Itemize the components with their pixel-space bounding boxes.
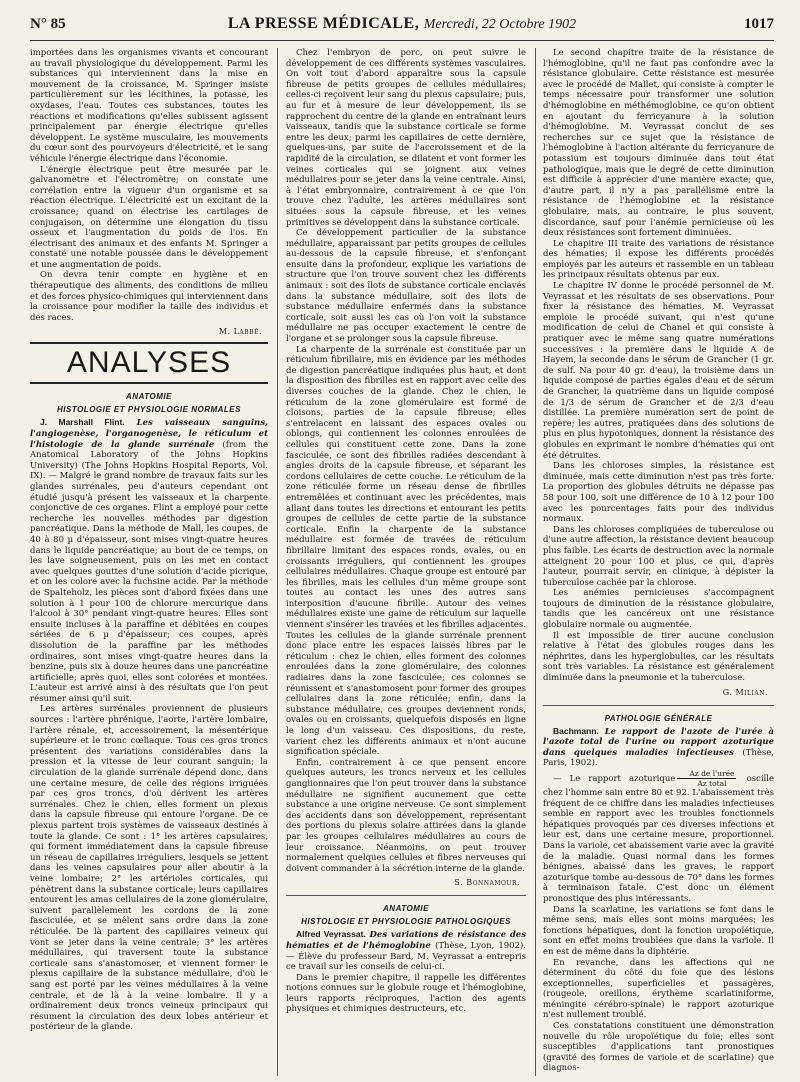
separator xyxy=(286,895,526,896)
paragraph: Le chapitre IV donne le procédé personnel de M. Veyrassat et les résultats de ses observations. Pour fixer la résistance des hématies, M. Veyrassat emploie le procédé suivant, qui n'est qu'une modification de celui de Chanel et qui consiste à pratiquer avec le même sang quatre numérations successives : la première dans le liquide A de Hayem, la seconde dans le sérum de Grancher (1 gr. de sulf. Na pour 40 gr. d'eau), la troisième dans un liquide composé de parties égales d'eau et de sérum de Grancher, la quatrième dans un liquide composé de 1/3 de sérum de Grancher et de 2/3 d'eau distillée. La première numération sert de point de repère; les autres, pratiquées dans des solutions de plus en plus hypotoniques, donnent la résistance des globules en exprimant le nombre d'hématies qui ont été détruites. xyxy=(543,281,774,461)
review-entry xyxy=(30,417,268,704)
review-entry xyxy=(543,726,774,769)
text-columns xyxy=(30,48,774,1076)
page-header xyxy=(30,14,774,41)
paragraph: Dans le premier chapitre, il rappelle les différentes notions connues sur le globule rouge et l'hémoglobine, leurs rapports réciproques, l'action des agents physiques et chimiques destructeurs, etc. xyxy=(286,972,526,1015)
paragraph: Le second chapitre traite de la résistance de l'hémoglobine, qu'il ne faut pas confondre avec la résistance globulaire. Cette résistance est mesurée avec le procédé de Mallet, qui consiste à compter le temps nécessaire pour transformer une solution d'hémoglobine en méthémoglobine, ce qu'on obtient en ajoutant du ferricyanure à la solution d'hémoglobine. M. Veyrassat conclut de ses recherches sur ce sujet que la résistance de l'hémoglobine à l'action altérante du ferricyanure de potassium est toujours diminuée dans tout état pathologique, mais que le degré de cette diminution est difficile à apprécier d'une manière exacte; que, d'autre part, il n'y a pas parallélisme entre la résistance de l'hémoglobine et la résistance globulaire, mais, au contraire, le plus souvent, discordance, sauf pour l'anémie pernicieuse où les deux résistances sont fortement diminuées. xyxy=(543,48,774,239)
column-3 xyxy=(543,48,774,1076)
column-divider xyxy=(535,48,536,1076)
subsection-heading: HISTOLOGIE ET PHYSIOLOGIE PATHOLOGIQUES xyxy=(301,917,511,927)
review-author: J. Marshall Flint. xyxy=(40,417,125,428)
fraction-numerator: Az de l'urée xyxy=(677,769,736,779)
paragraph: Chez l'embryon de porc, on peut suivre le développement de ces différents systèmes vasculaires. On voit tout d'abord apparaître sous la capsule fibreuse de petits groupes de cellules médullaires; celles-ci reçoivent leur sang du plexus capsulaire; puis, au fur et à mesure de leur développement, ils se rapprochent du centre de la glande en entraînant leurs vaisseaux, tandis que la substance corticale se forme entre les deux; parmi les capillaires de cette dernière, quelques-uns, par suite de l'accroissement et de la rapidité de la circulation, se dilatent et vont former les veines corticales qui se joignent aux veines médullaires pour se jeter dans la veine centrale. Ainsi, à l'état embryonnaire, contrairement à ce que l'on trouve chez l'adulte, les artères médullaires sont situées sous la capsule fibreuse, et les veines primitives se développent dans la substance corticale. xyxy=(286,48,526,228)
column-divider xyxy=(277,48,278,1076)
author-signature: M. Labbé. xyxy=(218,327,262,337)
issue-number: N° 85 xyxy=(30,16,66,32)
paragraph: L'énergie électrique peut être mesurée par le galvanomètre et l'électromètre; on constate une corrélation entre la vigueur d'un organisme et sa réaction électrique. L'électricité est un excitant de la croissance; quand on électrise les cartilages de conjugaison, on détermine une élongation du tissu osseux et l'augmentation du poids de l'os. En électrisant des animaux et des enfants M. Springer a constaté une notable poussée dans le développement et une augmentation de poids. xyxy=(30,164,268,270)
review-entry xyxy=(286,929,526,972)
review-author: Alfred Veyrassat. xyxy=(296,929,366,940)
review-title: Le rapport de l'azote de l'urée à l'azote total de l'urine ou rapport azoturique dans quelques maladies infectieuses xyxy=(543,726,774,758)
review-source: (Thèse, Paris, 1902). xyxy=(543,747,774,769)
subsection-heading: HISTOLOGIE ET PHYSIOLOGIE NORMALES xyxy=(57,405,241,415)
paragraph: On devra tenir compte en hygiène et en thérapeutique des aliments, des conditions de milieu et des forces physico-chimiques qui interviennent dans la croissance pour modifier la taille des individus et des races. xyxy=(30,270,268,323)
issue-date: Mercredi, 22 Octobre 1902 xyxy=(423,17,577,32)
journal-name: LA PRESSE MÉDICALE, xyxy=(227,15,420,32)
review-title: Les vaisseaux sanguins, l'angiogenèse, l'organogenèse, le réticulum et l'histologie de la glande surrénale xyxy=(30,418,268,450)
paragraph: En revanche, dans les affections qui ne déterminent du côté du foie que des lésions exceptionnelles, superficielles et passagères, (rougeole, oreillons, érythème scarlatiniforme, méningite cérébro-spinale) le rapport azoturique n'est nullement troublé. xyxy=(543,957,774,1021)
column-2 xyxy=(286,48,526,1076)
fraction-denominator: Az total xyxy=(697,779,727,788)
masthead-title xyxy=(30,15,774,33)
azote-ratio-fraction xyxy=(677,769,736,788)
section-heading: PATHOLOGIE GÉNÉRALE xyxy=(604,713,713,723)
section-banner: ANALYSES xyxy=(30,342,268,384)
paragraph: Le chapitre III traite des variations de résistance des hématies; il expose les différents procédés employés par les auteurs et rassemble en un tableau les principaux résultats obtenus par eux. xyxy=(543,238,774,281)
paragraph: Dans les chloroses simples, la résistance est diminuée, mais cette diminution n'est pas très forte. La proportion des globules détruits ne dépasse pas 58 pour 100, soit une différence de 10 à 12 pour 100 avec les pourcentages faits pour des individus normaux. xyxy=(543,461,774,525)
paragraph: La charpente de la surrénale est constituée par un réticulum fibrillaire, mis en évidence par les méthodes de digestion pancréatique indiquées plus haut, et dont la disposition des fibrilles est en rapport avec celle des diverses couches de la glande. Chez le chien, le réticulum de la zone glomérulaire est formé de cloisons, parties de la capsule fibreuse; elles s'entrelacent en laissant des espaces ovales ou oblongs, qui contiennent les colonnes enroulées de cellules qui constituent cette zone. Dans la zone fasciculée, ce sont des fibrilles radiées descendant à angles droits de la capsule fibreuse, et séparant les cordons cellulaires de cette couche. Le réticulum de la zone réticulée forme un réseau dense de fibrilles entremêlées et continuant avec les précédentes, mais allant dans toutes les directions et entourant les petits groupes de cellules de cette partie de la substance corticale. Enfin la charpente de la substance médullaire est formée de travées de réticulum fibrillaire limitant des espaces ronds, ovales, ou en croissants irréguliers, qui contiennent les groupes cellulaires médullaires. Chaque groupe est entouré par les fibrilles, mais les cellules d'un même groupe sont toutes au contact les unes des autres sans interposition d'aucune fibrille. Autour des veines médullaires existe une gaine de réticulum sur laquelle viennent s'insérer les travées et les fibrilles adjacentes. Toutes les cellules de la glande surrénale prennent donc place entre les espaces laissés libres par le réticulum : chez le chien, elles forment des colonnes enroulées dans la zone glomérulaire, des colonnes radiaires dans la zone fasciculée; ces colonnes se réunissent et s'anastomosent pour former des groupes cellulaires dans la zone réticulée; enfin, dans la substance médullaire, ces groupes deviennent ronds, ovales ou en croissants, quelquefois disposés en ligne le long d'un vaisseau. Ces dispositions, du reste, varient chez les différents animaux et n'ont aucune signification spéciale. xyxy=(286,344,526,758)
author-signature: S. Bonnamour. xyxy=(454,878,520,888)
review-author: Bachmann. xyxy=(553,725,599,736)
column-1 xyxy=(30,48,268,1076)
paragraph: Ce développement particulier de la substance médullaire, apparaissant par petits groupes de cellules au-dessous de la capsule fibreuse, et s'enfonçant ensuite dans la profondeur, explique les variations de structure que l'on trouve souvent chez les différents animaux : soit des îlots de substance corticale enclavés dans la substance médullaire, soit des îlots de substance médullaire enfermés dans la substance corticale, soit aussi les cas où l'on voit la substance médullaire ne pas occuper exactement le centre de l'organe et se prolonger sous la capsule fibreuse. xyxy=(286,228,526,345)
review-title: Des variations de résistance des hématies et de l'hémoglobine xyxy=(286,930,526,951)
section-heading: ANATOMIE xyxy=(383,904,429,914)
text-span: — Le rapport azoturique xyxy=(553,774,676,784)
paragraph: Enfin, contrairement à ce que pensent encore quelques auteurs, les troncs nerveux et les cellules ganglionnaires que l'on peut trouver dans la substance médullaire ne signifient aucunement que cette substance a une origine nerveuse. Ce sont simplement des accidents dans son développement, représentant des portions du plexus solaire attirées dans la glande par les groupes cellulaires médullaires au cours de leur croissance. Néanmoins, on peut trouver normalement quelques cellules et fibres nerveuses qui doivent commander à la sécrétion interne de la glande. xyxy=(286,757,526,874)
paragraph: Ces constatations constituent une démonstration nouvelle du rôle uropoïétique du foie; elles sont susceptibles d'applications tant pronostiques (gravité des formes de variole et de scarlatine) que diagnos- xyxy=(543,1021,774,1074)
review-source: (from the Anatomical Laboratory of the Johns Hopkins University) (The Johns Hopkins Hospital Reports, Vol. IX). xyxy=(30,439,268,482)
page-number: 1017 xyxy=(744,16,774,32)
text-span: oscille chez l'homme sain entre 80 et 92. L'abaissement très fréquent de ce chiffre dans les maladies infectieuses semble en rapport avec les troubles fonctionnels hépatiques provoqués par ces diverses infections et leur est, dans une certaine mesure, proportionnel. Dans la variole, cet abaissement varie avec la gravité de la maladie. Quasi normal dans les formes bénignes, abaissé dans les graves, le rapport azoturique tombe au-dessous de 70° dans les formes à terminaison fatale. C'est donc un élément pronostique des plus intéressants. xyxy=(543,774,774,904)
paragraph: Les anémies pernicieuses s'accompagnent toujours de diminution de la résistance globulaire, tandis que les cancéreux ont une résistance globulaire normale ou augmentée. xyxy=(543,588,774,631)
paragraph xyxy=(543,769,774,905)
paragraph: Dans la scarlatine, les variations se font dans le même sens, mais elles sont moins marquées; les fonctions hépatiques, dont la fonction uropoïétique, sont en effet moins troublées que dans la variole. Il en est de même dans la diphtérie. xyxy=(543,904,774,957)
section-heading: ANATOMIE xyxy=(126,392,172,402)
review-body: — Malgré le grand nombre de travaux faits sur les glandes surrénales, peu d'auteurs cependant ont étudié jusqu'à présent les vaisseaux et la charpente conjonctive de ces organes. Flint a employé pour cette recherche les nouvelles méthodes par digestion pancréatique. Dans la méthode de Mall, les coupes, de 40 à 80 µ d'épaisseur, sont mises vingt-quatre heures dans le liquide pancréatique; au bout de ce temps, on les lave soigneusement, puis on les met en contact avec quelques gouttes d'une solution d'acide picrique, et on les colore avec la fuchsine acide. Par la méthode de Spalteholz, les pièces sont d'abord fixées dans une solution à 1 pour 100 de chlorure mercurique dans l'alcool à 30° pendant vingt-quatre heures. Elles sont ensuite incluses à la paraffine et débitées en coupes sériées de 6 µ d'épaisseur; ces coupes, après dissolution de la paraffine par les méthodes ordinaires, sont mises vingt-quatre heures dans la benzine, puis six à douze heures dans une pancréatine artificielle; après quoi, elles sont colorées et montées. L'auteur est arrivé ainsi à des résultats que l'on peut résumer ainsi qu'il suit. xyxy=(30,471,268,704)
review-body: — Élève du professeur Bard, M. Veyrassat a entrepris ce travail sur les conseils de celui-ci. xyxy=(286,951,526,973)
paragraph: importées dans les organismes vivants et concourant au travail physiologique du développement. Parmi les substances qui interviennent dans la mise en mouvement de la croissance, M. Springer insiste particulièrement sur les lécithines, la potasse, les oxydases, l'eau. Toutes ces substances, toutes les réactions et modifications qu'elles subissent agissent principalement par énergie électrique qu'elles développent. Le système musculaire, les mouvements du cœur sont des pourvoyeurs d'électricité, et le sang véhicule l'énergie électrique dans l'économie. xyxy=(30,48,268,164)
separator xyxy=(543,705,774,706)
paragraph: Les artères surrénales proviennent de plusieurs sources : l'artère phrénique, l'aorte, l'artère lombaire, l'artère rénale, et, accessoirement, la mésentérique supérieure et le tronc cœliaque. Tous ces gros troncs présentent des variations considérables dans la pression et la vitesse de leur courant sanguin; la circulation de la glande surrénale dépend donc, dans une certaine mesure, de celle des régions irriguées par ces gros troncs, d'où dérivent les artères surrénales. Chez le chien, elles forment un plexus dans la capsule fibreuse qui entoure l'organe. De ce plexus partent trois systèmes de vaisseaux destinés à toute la glande. Ce sont : 1° les artères capsulaires, qui forment immédiatement dans la capsule fibreuse un réseau de capillaires irréguliers, lesquels se jettent dans les veines capsulaires pour aller aboutir à la veine lombaire; 2° les artérioles corticales, qui pénètrent dans la substance corticale; leurs capillaires entourent les amas cellulaires de la zone glomérulaire, suivent parallèlement les cordons de la zone fasciculée, et se mêlent sans ordre dans la zone réticulée. De là partent des capillaires veineux qui vont se jeter dans la veine centrale; 3° les artères médullaires, qui traversent toute la substance corticale sans s'anastomoser, et viennent former le plexus capillaire de la substance médullaire, d'où le sang est porté par les veines médullaires à la veine centrale, et de là à la veine lombaire. Il y a ordinairement deux troncs veineux principaux qui résument la circulation des deux lobes antérieur et postérieur de la glande. xyxy=(30,704,268,1033)
author-signature: G. Milian. xyxy=(722,687,768,697)
paragraph: Il est impossible de tirer aucune conclusion relative à l'état des globules rouges dans les néphrites, dans les hyperglobulies, car les résultats sont très variables. La résistance est généralement diminuée dans la pneumonie et la tuberculose. xyxy=(543,630,774,684)
paragraph: Dans les chloroses compliquées de tuberculose ou d'une autre affection, la résistance devient beaucoup plus faible. Les écarts de destruction avec la normale atteignent 20 pour 100 et plus, ce qui, d'après l'auteur, pourrait servir, en clinique, à dépister la tuberculose cachée par la chlorose. xyxy=(543,524,774,588)
review-source: (Thèse, Lyon, 1902). xyxy=(435,940,526,951)
